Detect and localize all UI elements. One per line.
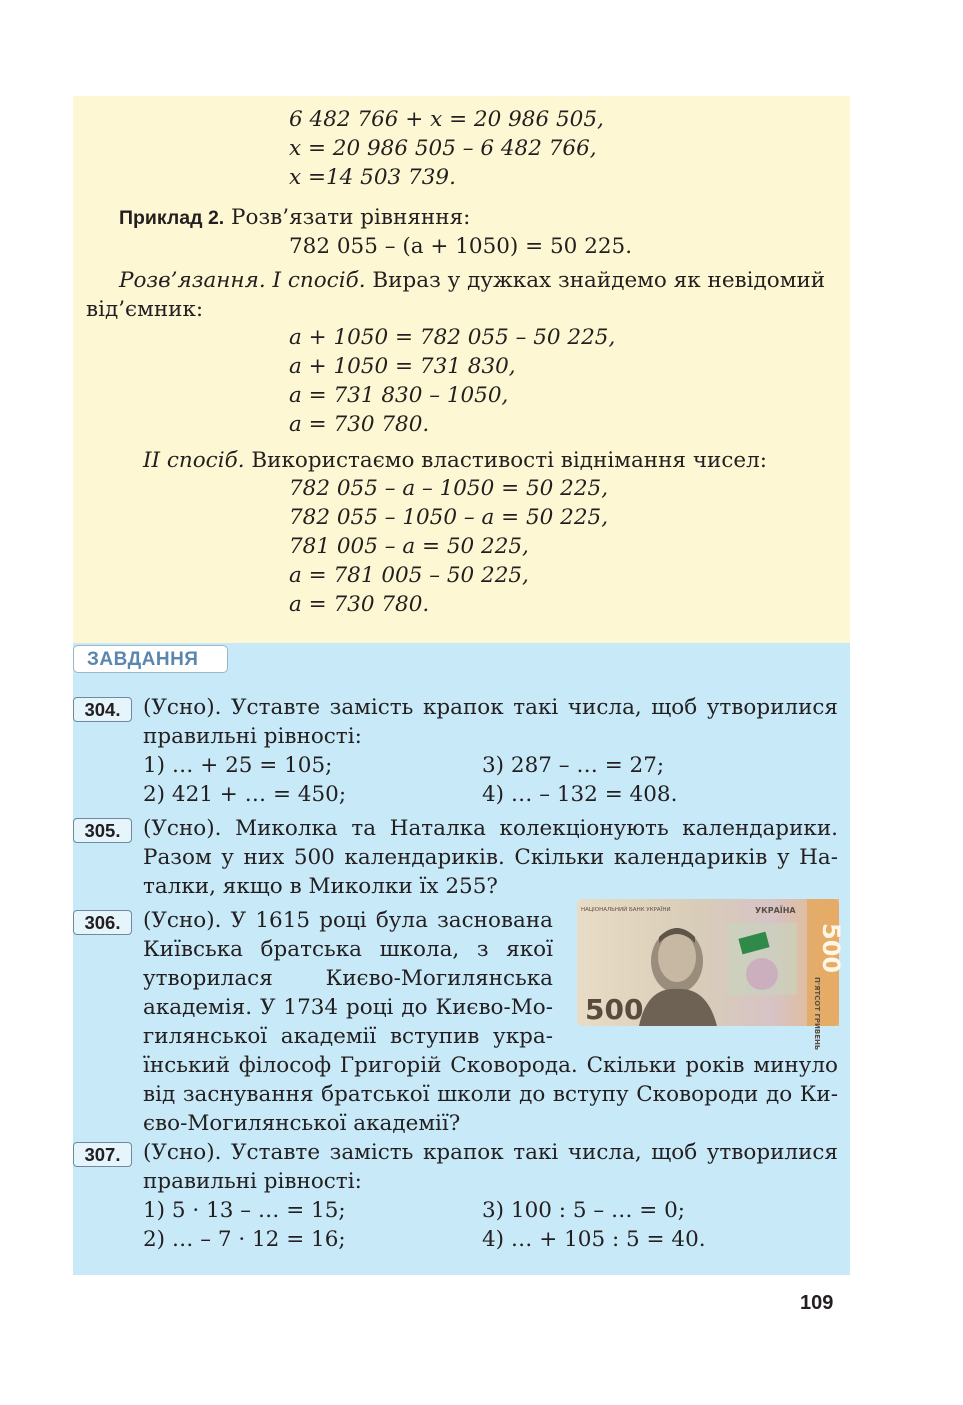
task-307-text: правильні рівності: — [143, 1169, 362, 1194]
equation-line: 6 482 766 + x = 20 986 505, — [289, 107, 604, 132]
task-304-item: 4) … – 132 = 408. — [482, 782, 678, 807]
task-number-307: 307. — [73, 1142, 132, 1167]
task-306-text: Київська братська школа, з якої — [143, 937, 553, 962]
example-2-equation: 782 055 – (a + 1050) = 50 225. — [289, 234, 633, 259]
method2-line: 781 005 – a = 50 225, — [289, 534, 529, 559]
solution-label: Розв’язання. I спосіб. — [119, 268, 366, 293]
method2-line: a = 781 005 – 50 225, — [289, 563, 529, 588]
task-305-text: Разом у них 500 календариків. Скільки календариків у На- — [143, 845, 838, 870]
equation-line: x =14 503 739. — [289, 165, 456, 190]
task-306-text: їнський філософ Григорій Сковорода. Скільки років минуло — [143, 1053, 838, 1078]
method1-line: a = 731 830 – 1050, — [289, 383, 509, 408]
task-305-text: (Усно). Миколка та Наталка колекціонують календарики. — [143, 816, 838, 841]
solution-intro — [119, 266, 825, 295]
task-304-item: 1) … + 25 = 105; — [143, 753, 333, 778]
task-number-306: 306. — [73, 910, 132, 935]
equation-line: x = 20 986 505 – 6 482 766, — [289, 136, 597, 161]
banknote-500-image — [577, 899, 845, 1051]
task-306-text: (Усно). У 1615 році була заснована — [143, 908, 553, 933]
example-2-label: Приклад 2. — [119, 207, 225, 229]
tasks-header: ЗАВДАННЯ — [73, 645, 228, 673]
task-307-item: 1) 5 · 13 – … = 15; — [143, 1198, 346, 1223]
task-306-text: єво-Могилянської академії? — [143, 1111, 461, 1136]
method1-line: a + 1050 = 731 830, — [289, 354, 516, 379]
method1-line: a = 730 780. — [289, 412, 430, 437]
task-number-305: 305. — [73, 818, 132, 843]
task-number-304: 304. — [73, 697, 132, 722]
task-304-item: 2) 421 + … = 450; — [143, 782, 347, 807]
method2-line: 782 055 – 1050 – a = 50 225, — [289, 505, 609, 530]
task-304-text: (Усно). Уставте замість крапок такі числа, щоб утворилися — [143, 695, 838, 720]
task-305-text: талки, якщо в Миколки їх 255? — [143, 874, 498, 899]
task-307-item: 2) … – 7 · 12 = 16; — [143, 1227, 346, 1252]
method2-line: a = 730 780. — [289, 592, 430, 617]
banknote-seal — [746, 958, 778, 990]
task-306-text: гилянської академії вступив укра- — [143, 1024, 553, 1049]
method2-line: 782 055 – a – 1050 = 50 225, — [289, 476, 609, 501]
task-304-item: 3) 287 – … = 27; — [482, 753, 665, 778]
banknote-bank-text: НАЦІОНАЛЬНИЙ БАНК УКРАЇНИ — [581, 907, 671, 913]
page-number: 109 — [800, 1292, 834, 1314]
method2-label: II спосіб. — [143, 448, 245, 473]
task-306-text: академія. У 1734 році до Києво-Мо- — [143, 995, 553, 1020]
task-304-text: правильні рівності: — [143, 724, 362, 749]
method2-text: Використаємо властивості віднімання чисел: — [244, 448, 768, 473]
banknote-value-large: 500 — [585, 993, 644, 1026]
task-307-item: 4) … + 105 : 5 = 40. — [482, 1227, 706, 1252]
task-307-item: 3) 100 : 5 – … = 0; — [482, 1198, 686, 1223]
banknote-value-vertical: 500 — [817, 923, 845, 974]
task-306-text: від заснування братської школи до вступу Сковороди до Ки- — [143, 1082, 838, 1107]
solution-text: Вираз у дужках знайдемо як невідомий — [365, 268, 826, 293]
banknote-country-text: УКРАЇНА — [755, 906, 796, 915]
method1-line: a + 1050 = 782 055 – 50 225, — [289, 325, 616, 350]
example-2-statement — [119, 203, 470, 233]
solution-text-cont: від’ємник: — [86, 297, 204, 322]
task-307-text: (Усно). Уставте замість крапок такі числа, щоб утворилися — [143, 1140, 838, 1165]
method2-intro — [143, 446, 767, 475]
example-2-text: Розв’язати рівняння: — [224, 205, 471, 230]
banknote-words: П'ЯТСОТ ГРИВЕНЬ — [813, 977, 821, 1051]
task-306-text: утворилася Києво-Могилянська — [143, 966, 553, 991]
